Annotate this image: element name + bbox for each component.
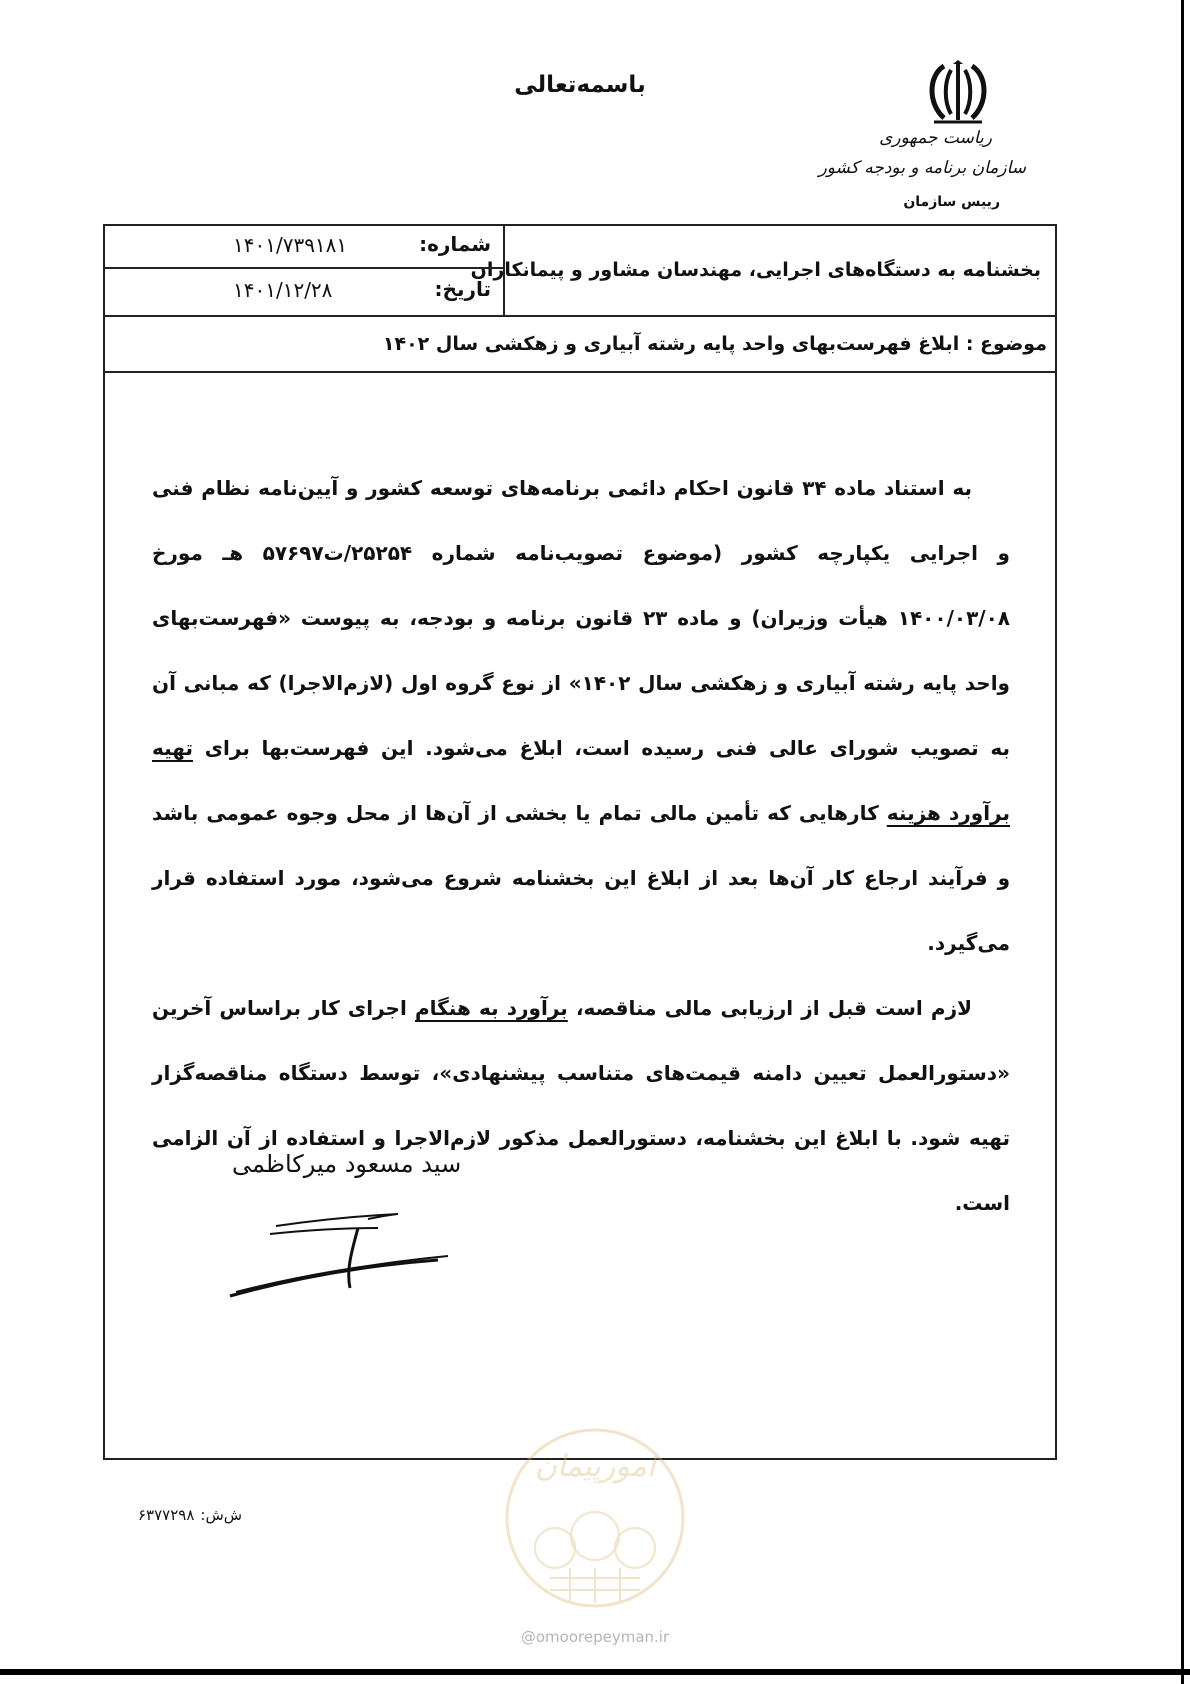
- organization-emblem: [818, 54, 1052, 224]
- paragraph-2-underlined: برآورد به هنگام: [414, 996, 568, 1020]
- paragraph-2-text-a: لازم است قبل از ارزیابی مالی مناقصه،: [575, 996, 972, 1020]
- number-value: ۱۴۰۱/۷۳۹۱۸۱: [233, 233, 348, 257]
- letter-heading: باسمه‌تعالی: [514, 72, 646, 98]
- date-value: ۱۴۰۱/۱۲/۲۸: [233, 278, 333, 302]
- signer-name: سید مسعود میرکاظمی: [232, 1150, 462, 1178]
- date-label: تاریخ:: [434, 277, 491, 301]
- addressee-cell: [470, 224, 1057, 315]
- svg-text:امورپیمان: امورپیمان: [534, 1449, 656, 1484]
- subject-row: [103, 317, 1057, 373]
- paragraph-1-underlined: تهیه برآورد هزینه: [152, 736, 1011, 825]
- scan-edge-right: [1181, 0, 1184, 1684]
- paragraph-2-text-b: اجرای کار براساس آخرین «دستورالعمل تعیین دامنه قیمت‌های متناسب پیشنهادی»، توسط دستگاه مناقصه‌گزار تهیه شود. با ابلاغ این بخشنامه، دستورالعمل مذکور لازم‌الاجرا و استفاده از آن الزامی است.: [152, 996, 1010, 1215]
- footer-code-value: ۶۳۷۷۲۹۸: [138, 1506, 195, 1524]
- letter-header: [103, 224, 1057, 317]
- emblem-head-text: رییس سازمان: [903, 194, 1000, 210]
- handwritten-signature: [228, 1210, 468, 1300]
- scan-edge-bottom: [0, 1669, 1190, 1675]
- addressee-text: بخشنامه به دستگاه‌های اجرایی، مهندسان مشاور و پیمانکاران: [470, 258, 1041, 281]
- paragraph-1-text-b: کارهایی که تأمین مالی تمام یا بخشی از آن‌ها از محل وجوه عمومی باشد و فرآیند ارجاع کار آن‌ها بعد از ابلاغ این بخشنامه شروع می‌شود، مورد استفاده قرار می‌گیرد.: [152, 801, 1010, 955]
- watermark-site: @omoorepeyman.ir: [520, 1628, 670, 1646]
- subject-text: موضوع : ابلاغ فهرست‌بهای واحد پایه رشته آبیاری و زهکشی سال ۱۴۰۲: [382, 333, 1047, 355]
- footer-code-label: ش‌ش:: [200, 1506, 243, 1524]
- iran-emblem-icon: [920, 60, 996, 128]
- paragraph-1-text-a: به استناد ماده ۳۴ قانون احکام دائمی برنامه‌های توسعه کشور و آیین‌نامه نظام فنی و اجرایی یکپارچه کشور (موضوع تصویب‌نامه شماره ۲۵۲۵۴/ت۵۷۶۹۷ هـ مورخ ۱۴۰۰/۰۳/۰۸ هیأت وزیران) و ماده ۲۳ قانون برنامه و بودجه، به پیوست «فهرست‌بهای واحد پایه رشته آبیاری و زهکشی سال ۱۴۰۲» از نوع گروه اول (لازم‌الاجرا) که مبانی آن به تصویب شورای عالی فنی رسیده است، ابلاغ می‌شود. این فهرست‌بها برای: [152, 476, 1011, 760]
- footer-code: [138, 1506, 242, 1524]
- watermark-logo: [500, 1418, 690, 1618]
- number-label: شماره:: [419, 232, 491, 256]
- date-cell: [103, 269, 503, 315]
- body-paragraph-1: [152, 456, 1010, 976]
- letter-body: [152, 456, 1010, 1236]
- emblem-organization-text: سازمان برنامه و بودجه کشور: [818, 158, 1026, 178]
- number-cell: [103, 224, 503, 269]
- emblem-presidency-text: ریاست جمهوری: [879, 128, 992, 148]
- body-paragraph-2: [152, 976, 1010, 1236]
